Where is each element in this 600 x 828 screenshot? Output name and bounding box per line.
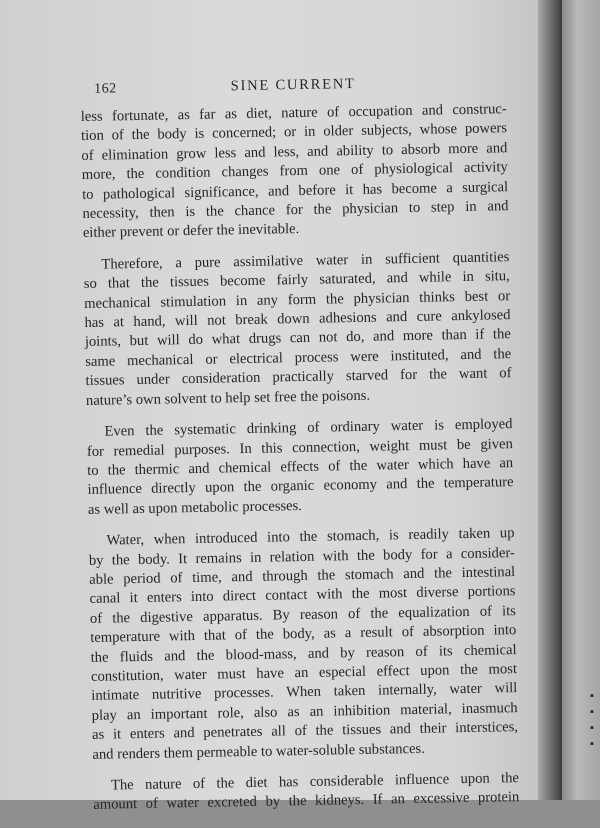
text-line: less fortunate, as far as diet, nature of occupation and construc- bbox=[80, 101, 507, 125]
paragraph bbox=[93, 769, 520, 816]
text-line: to pathological significance, and before it has become a surgical bbox=[82, 178, 509, 203]
paragraph bbox=[88, 524, 518, 765]
text-line: has at hand, will not break down adhesions and cure ankylosed bbox=[84, 307, 511, 332]
text-line: so that the tissues become fairly saturated, and while in situ, bbox=[83, 268, 510, 293]
text-line: to the thermic and chemical effects of the water which have an bbox=[87, 455, 514, 479]
text-line: as well as upon metabolic processes. bbox=[87, 497, 303, 518]
text-line: of elimination grow less and less, and ability to absorb more and bbox=[81, 139, 508, 164]
text-line: by the body. It remains in relation with the body for a consider- bbox=[88, 544, 515, 569]
paragraph bbox=[81, 100, 509, 244]
text-line: more, the condition changes from one of physiological activity bbox=[81, 159, 508, 184]
paragraph bbox=[86, 415, 514, 520]
text-line: The nature of the diet has considerable influence upon the bbox=[110, 770, 520, 794]
text-line: and renders them permeable to water-soluble substances. bbox=[92, 740, 425, 763]
text-line: joints, but will do what drugs can not do, and more than if the bbox=[84, 326, 511, 351]
text-line: play an important role, also as an inhibition material, inasmuch bbox=[91, 699, 518, 724]
text-line: of the digestive apparatus. By reason of the equalization of its bbox=[89, 602, 517, 627]
page-text-block bbox=[80, 68, 520, 827]
text-line: intimate nutritive processes. When taken internally, water will bbox=[91, 680, 518, 705]
paragraph bbox=[83, 248, 512, 411]
next-page-fragment: ▪ ▪ ▪ ▪ bbox=[590, 690, 594, 750]
book-gutter bbox=[538, 0, 562, 800]
text-line: necessity, then is the chance for the physician to step in and bbox=[82, 198, 509, 223]
text-line: the fluids and the blood-mass, and by reason of its chemical bbox=[90, 641, 517, 666]
text-line: amount of water excreted by the kidneys. If an excessive protein bbox=[93, 789, 520, 814]
text-line: tissues under consideration practically starved for the want of bbox=[85, 365, 512, 390]
next-page-edge bbox=[562, 0, 600, 800]
text-line: nature’s own solvent to help set free the poisons. bbox=[85, 387, 371, 409]
text-line: canal it enters into direct contact with the most diverse portions bbox=[89, 583, 516, 608]
text-line: tion of the body is concerned; or in older subjects, whose powers bbox=[80, 120, 508, 145]
text-line: influence directly upon the organic economy and the temperature bbox=[87, 474, 514, 499]
text-line: mechanical stimulation in any form the physician thinks best or bbox=[84, 287, 511, 312]
text-line: as it enters and penetrates all of the tissues and their interstices, bbox=[91, 719, 519, 744]
running-title: SINE CURRENT bbox=[230, 75, 356, 95]
text-line: Even the systematic drinking of ordinary water is employed bbox=[104, 416, 513, 440]
page-number: 162 bbox=[94, 81, 117, 97]
text-line: temperature with that of the body, as a result of absorption into bbox=[90, 622, 517, 647]
text-line: for remedial purposes. In this connection, weight must be given bbox=[86, 435, 513, 460]
text-line: constitution, water must have an especial effect upon the most bbox=[90, 661, 518, 685]
text-line: same mechanical or electrical process were instituted, and the bbox=[85, 346, 512, 370]
text-line: able period of time, and through the stomach and the intestinal bbox=[89, 564, 516, 588]
text-line: Water, when introduced into the stomach, is readily taken up bbox=[106, 525, 515, 549]
text-line: either prevent or defer the inevitable. bbox=[82, 221, 300, 242]
body-text bbox=[81, 100, 520, 816]
text-line: Therefore, a pure assimilative water in sufficient quantities bbox=[101, 249, 510, 273]
